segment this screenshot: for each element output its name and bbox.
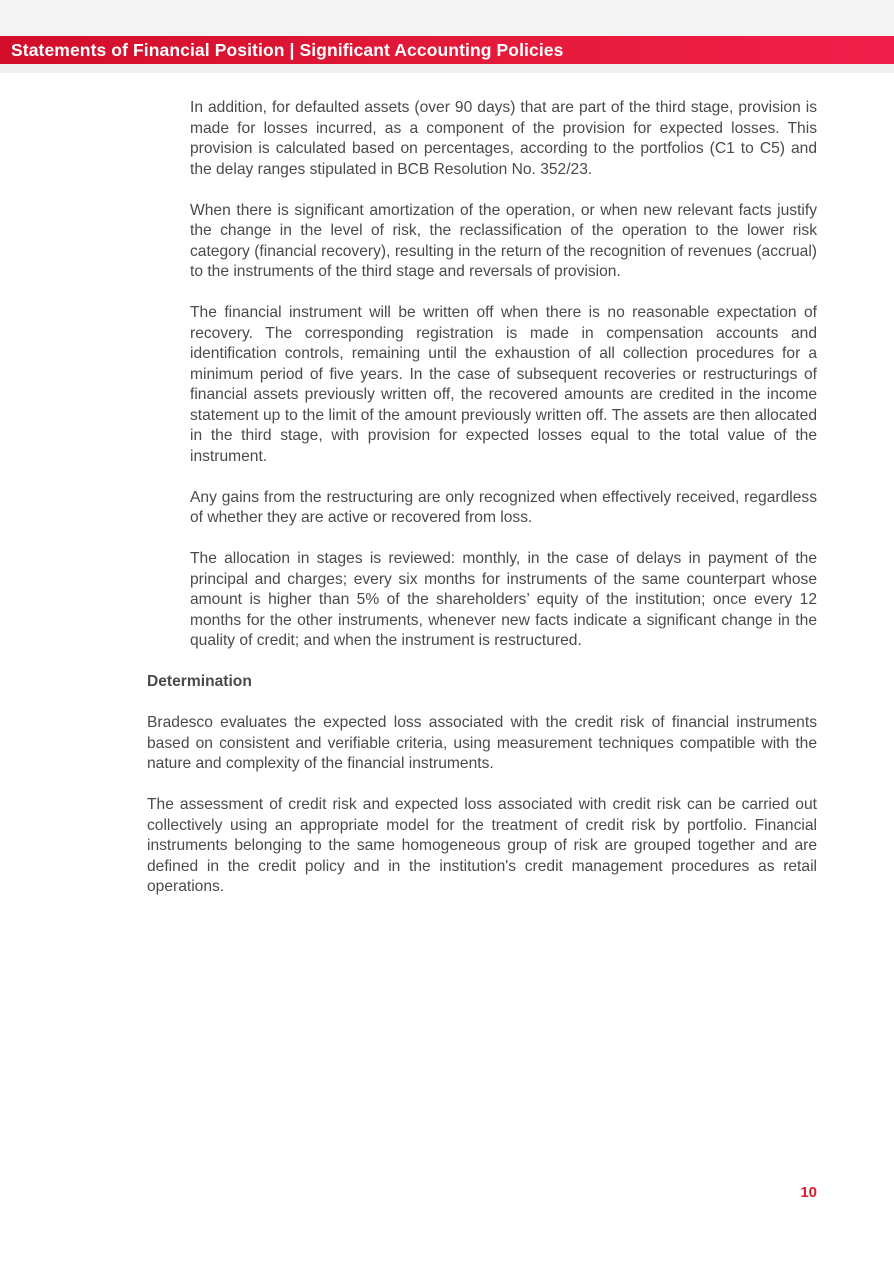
page-number: 10	[800, 1184, 817, 1201]
paragraph-reclassification: When there is significant amortization of the operation, or when new relevant facts justify the change in the level of risk, the reclassification of the operation to the lower risk category (financial recovery), resulting in the return of the recognition of revenues (accrual) to the instruments of the third stage and reversals of provision.	[190, 201, 817, 280]
paragraph-restructuring-gains: Any gains from the restructuring are only recognized when effectively received, regardless of whether they are active or recovered from loss.	[190, 488, 817, 526]
header-shadow-strip	[0, 64, 894, 73]
section-header-bar	[0, 36, 894, 64]
paragraph-defaulted-assets: In addition, for defaulted assets (over 90 days) that are part of the third stage, provision is made for losses incurred, as a component of the provision for expected losses. This provision is calculated based on percentages, according to the portfolios (C1 to C5) and the delay ranges stipulated in BCB Resolution No. 352/23.	[190, 99, 817, 178]
paragraph-expected-loss-evaluation: Bradesco evaluates the expected loss associated with the credit risk of financial instruments based on consistent and verifiable criteria, using measurement techniques compatible with the nature and complexity of the financial instruments.	[147, 714, 817, 772]
document-body	[0, 98, 894, 918]
section-header-title: Statements of Financial Position | Significant Accounting Policies	[11, 39, 564, 60]
determination-heading: Determination	[147, 673, 252, 690]
top-margin-strip	[0, 0, 894, 36]
paragraph-write-off: The financial instrument will be written off when there is no reasonable expectation of recovery. The corresponding registration is made in compensation accounts and identification controls, remaining until the exhaustion of all collection procedures for a minimum period of five years. In the case of subsequent recoveries or restructurings of financial assets previously written off, the recovered amounts are credited in the income statement up to the limit of the amount previously written off. The assets are then allocated in the third stage, with provision for expected losses equal to the total value of the instrument.	[190, 304, 817, 465]
paragraph-stage-allocation-review: The allocation in stages is reviewed: monthly, in the case of delays in payment of the principal and charges; every six months for instruments of the same counterpart whose amount is higher than 5% of the shareholders’ equity of the institution; once every 12 months for the other instruments, whenever new facts indicate a significant change in the quality of credit; and when the instrument is restructured.	[190, 550, 817, 649]
paragraph-credit-risk-assessment: The assessment of credit risk and expected loss associated with credit risk can be carried out collectively using an appropriate model for the treatment of credit risk by portfolio. Financial instruments belonging to the same homogeneous group of risk are grouped together and are defined in the credit policy and in the institution's credit management procedures as retail operations.	[147, 796, 817, 895]
